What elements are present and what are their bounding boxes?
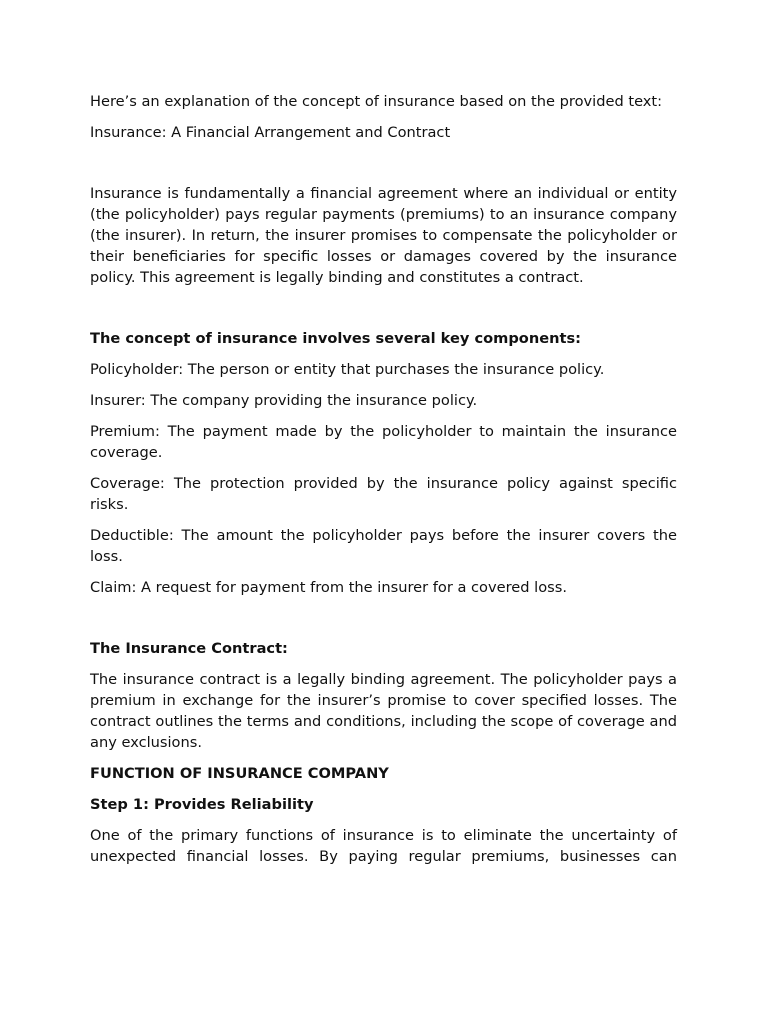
step1-heading: Step 1: Provides Reliability xyxy=(90,796,314,813)
components-heading: The concept of insurance involves several key components: xyxy=(90,330,581,347)
document-subtitle: Insurance: A Financial Arrangement and Contract xyxy=(90,124,451,141)
component-item: Insurer: The company providing the insurance policy. xyxy=(90,392,478,409)
component-item: Deductible: The amount the policyholder pays before the insurer covers the loss. xyxy=(90,527,677,565)
spacer xyxy=(90,298,677,328)
spacer xyxy=(90,153,677,183)
step1-paragraph: One of the primary functions of insurance is to eliminate the uncertainty of unexpected financial losses. By paying regular premiums, businesses can xyxy=(90,827,677,865)
document-body xyxy=(90,91,677,877)
contract-paragraph: The insurance contract is a legally binding agreement. The policyholder pays a premium in exchange for the insurer’s promise to cover specified losses. The contract outlines the terms and conditions, including the scope of coverage and any exclusions. xyxy=(90,671,677,751)
spacer xyxy=(90,608,677,638)
function-heading: FUNCTION OF INSURANCE COMPANY xyxy=(90,765,389,782)
contract-heading: The Insurance Contract: xyxy=(90,640,288,657)
component-item: Premium: The payment made by the policyholder to maintain the insurance coverage. xyxy=(90,423,677,461)
component-item: Claim: A request for payment from the insurer for a covered loss. xyxy=(90,579,567,596)
definition-paragraph: Insurance is fundamentally a financial agreement where an individual or entity (the policyholder) pays regular payments (premiums) to an insurance company (the insurer). In return, the insurer promises to compensate the policyholder or their beneficiaries for specific losses or damages covered by the insurance policy. This agreement is legally binding and constitutes a contract. xyxy=(90,185,677,286)
intro-paragraph: Here’s an explanation of the concept of insurance based on the provided text: xyxy=(90,93,663,110)
component-item: Policyholder: The person or entity that purchases the insurance policy. xyxy=(90,361,605,378)
component-item: Coverage: The protection provided by the insurance policy against specific risks. xyxy=(90,475,677,513)
